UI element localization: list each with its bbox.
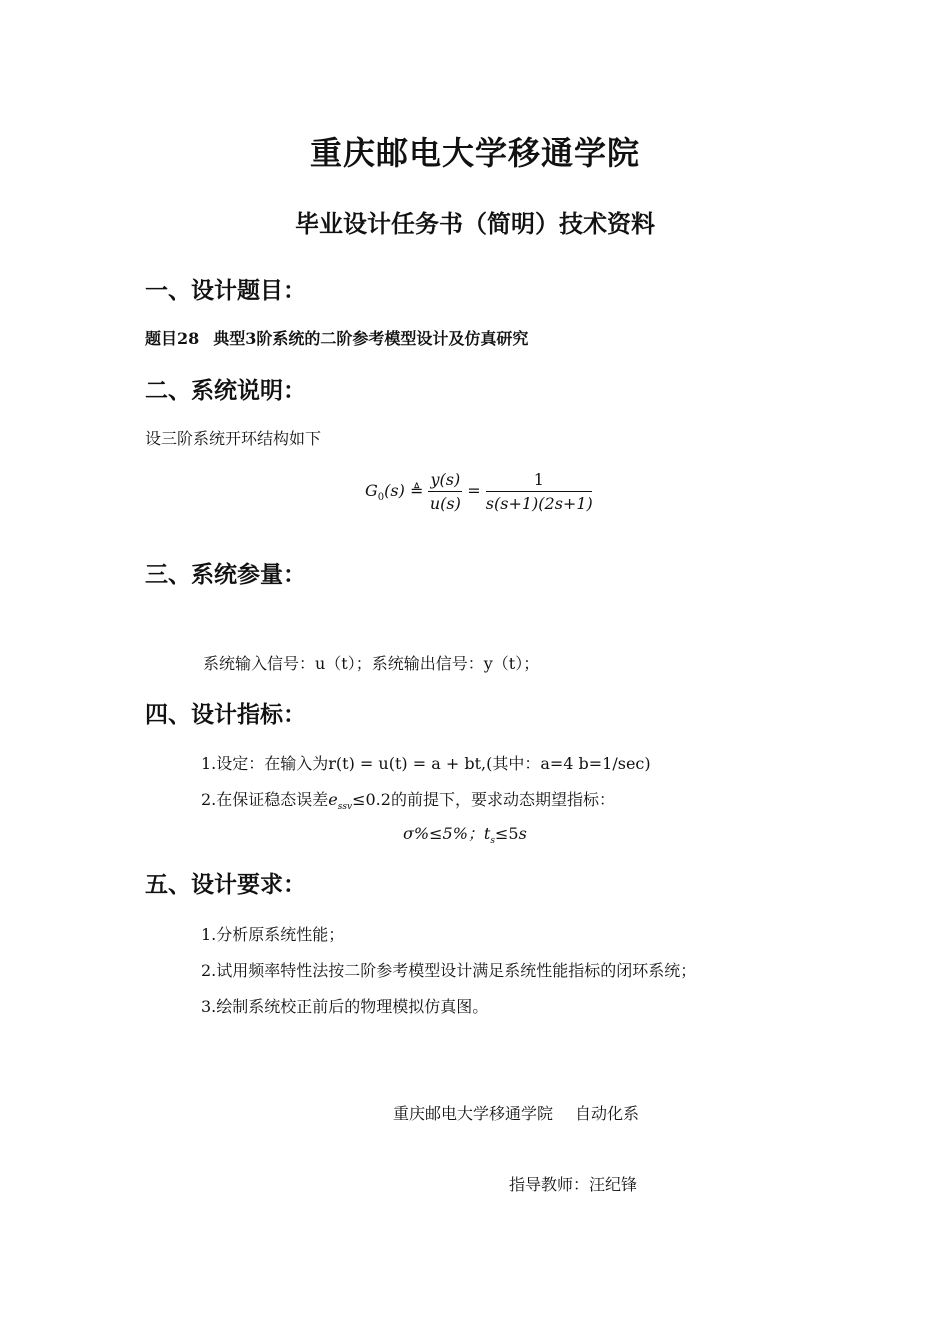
fraction-1-numerator: y(s) [428, 470, 462, 492]
topic-name: 典型3阶系统的二阶参考模型设计及仿真研究 [213, 329, 529, 348]
signals-line: 系统输入信号：u（t）；系统输出信号：y（t）； [203, 654, 540, 673]
section-3-heading: 三、系统参量： [145, 561, 306, 588]
steady-error-subscript: ssv [337, 802, 353, 813]
requirement-item-2: 2.试用频率特性法按二阶参考模型设计满足系统性能指标的闭环系统； [201, 961, 697, 980]
school-title: 重庆邮电大学移通学院 [309, 134, 640, 172]
dynamic-spec [403, 821, 527, 846]
fraction-2-denominator: s(s+1)(2s+1) [485, 494, 593, 513]
school-name-footer: 重庆邮电大学移通学院 [393, 1104, 554, 1123]
requirement-item-3: 3.绘制系统校正前后的物理模拟仿真图。 [201, 997, 489, 1016]
topic-number: 题目28 [145, 329, 200, 348]
spec-item-2-prefix: 2.在保证稳态误差 [201, 790, 329, 809]
formula-lhs-sub: 0 [377, 492, 385, 504]
settling-time-condition: ≤5 [494, 824, 519, 843]
section-5-heading: 五、设计要求： [145, 871, 306, 898]
fraction-2 [486, 470, 592, 513]
settling-time-subscript: s [490, 836, 495, 847]
fraction-1-denominator: u(s) [429, 494, 461, 513]
spec-item-1: 1.设定：在输入为r(t) = u(t) = a + bt,(其中：a=4 b=1/sec) [201, 754, 651, 773]
formula-equals: = [467, 481, 481, 500]
department-name: 自动化系 [575, 1104, 640, 1123]
steady-error-condition: ≤0.2 [352, 790, 391, 809]
spec-item-2-suffix: 的前提下，要求动态期望指标： [390, 790, 615, 809]
requirement-item-1: 1.分析原系统性能； [201, 925, 345, 944]
formula-lhs: G [365, 481, 378, 500]
fraction-1 [428, 470, 462, 513]
formula-arg: (s) [384, 481, 405, 500]
section-4-heading: 四、设计指标： [145, 701, 306, 728]
spec-item-2 [201, 787, 615, 812]
system-intro: 设三阶系统开环结构如下 [145, 429, 322, 448]
formula-def: ≜ [409, 481, 424, 500]
transfer-function-formula [365, 470, 595, 520]
advisor-line: 指导教师：汪纪锋 [509, 1175, 638, 1194]
settling-time-unit: s [518, 824, 527, 843]
document-title: 毕业设计任务书（简明）技术资料 [295, 209, 655, 238]
fraction-2-numerator: 1 [486, 470, 592, 492]
overshoot-spec: σ%≤5%； [403, 824, 484, 843]
settling-time-symbol: t [483, 824, 491, 843]
steady-error-symbol: e [328, 790, 338, 809]
section-1-heading: 一、设计题目： [145, 277, 306, 304]
section-2-heading: 二、系统说明： [145, 377, 306, 404]
topic-line [145, 326, 542, 349]
department-line [393, 1101, 639, 1124]
